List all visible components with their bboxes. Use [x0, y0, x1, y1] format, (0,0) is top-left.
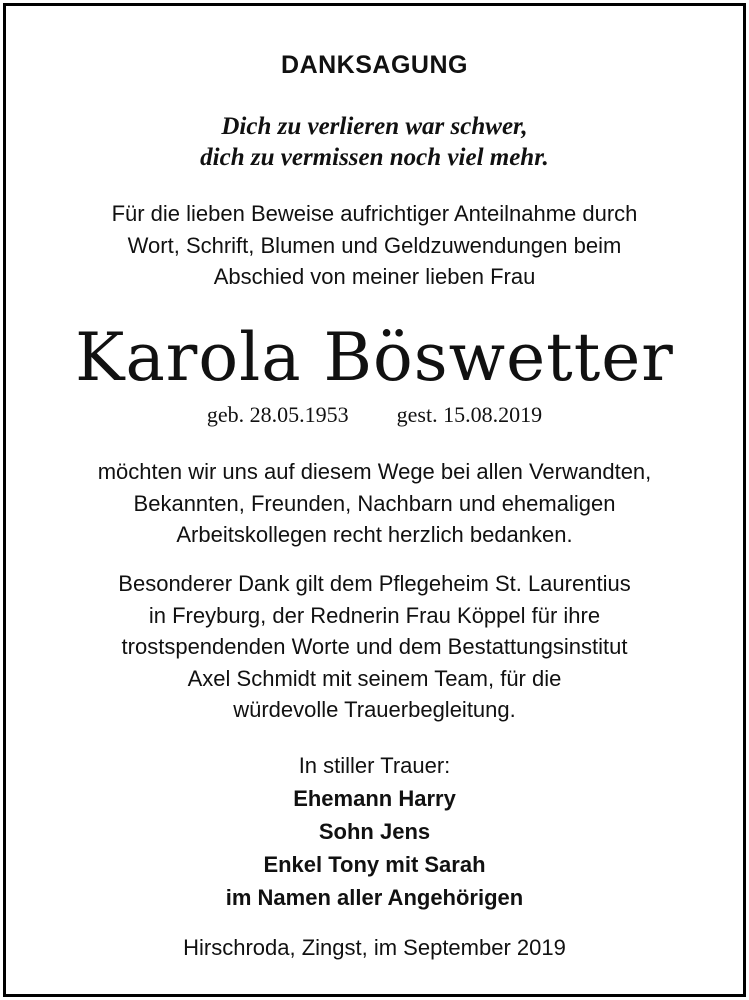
- thanks-line: Bekannten, Freunden, Nachbarn und ehemaligen: [133, 490, 616, 516]
- special-thanks-line: würdevolle Trauerbegleitung.: [233, 697, 516, 722]
- thanks-line: möchten wir uns auf diesem Wege bei allen Verwandten,: [97, 459, 652, 484]
- special-thanks-paragraph: [26, 568, 723, 726]
- life-dates: [6, 401, 743, 429]
- notice-heading: DANKSAGUNG: [281, 51, 468, 79]
- mourners-list: [6, 782, 743, 914]
- special-thanks-line: Besonderer Dank gilt dem Pflegeheim St. Laurentius: [118, 571, 631, 596]
- intro-line: Für die lieben Beweise aufrichtiger Anteilnahme durch: [111, 201, 638, 226]
- deceased-name: Karola Böswetter: [75, 319, 674, 396]
- place-and-date: Hirschroda, Zingst, im September 2019: [183, 935, 566, 960]
- intro-paragraph: [26, 198, 723, 293]
- intro-line: Wort, Schrift, Blumen und Geldzuwendungen beim: [127, 232, 622, 258]
- thanks-paragraph: [26, 456, 723, 551]
- notice-content: [6, 6, 743, 994]
- intro-line: Abschied von meiner lieben Frau: [213, 264, 536, 289]
- mourner-name: Enkel Tony mit Sarah: [263, 852, 486, 877]
- mourning-label: In stiller Trauer:: [298, 753, 451, 778]
- notice-frame: [3, 3, 746, 997]
- special-thanks-line: Axel Schmidt mit seinem Team, für die: [187, 665, 562, 691]
- special-thanks-line: in Freyburg, der Rednerin Frau Köppel für ihre: [148, 602, 601, 628]
- mourner-name: Sohn Jens: [318, 819, 431, 844]
- special-thanks-line: trostspendenden Worte und dem Bestattungsinstitut: [121, 634, 628, 659]
- death-date: gest. 15.08.2019: [396, 402, 543, 427]
- memorial-verse: [6, 111, 743, 173]
- verse-line: Dich zu verlieren war schwer,: [221, 113, 528, 140]
- mourner-name: im Namen aller Angehörigen: [225, 885, 524, 910]
- mourner-name: Ehemann Harry: [293, 786, 456, 811]
- verse-line: dich zu vermissen noch viel mehr.: [200, 144, 549, 171]
- birth-date: geb. 28.05.1953: [206, 402, 349, 427]
- thanks-line: Arbeitskollegen recht herzlich bedanken.: [176, 522, 573, 547]
